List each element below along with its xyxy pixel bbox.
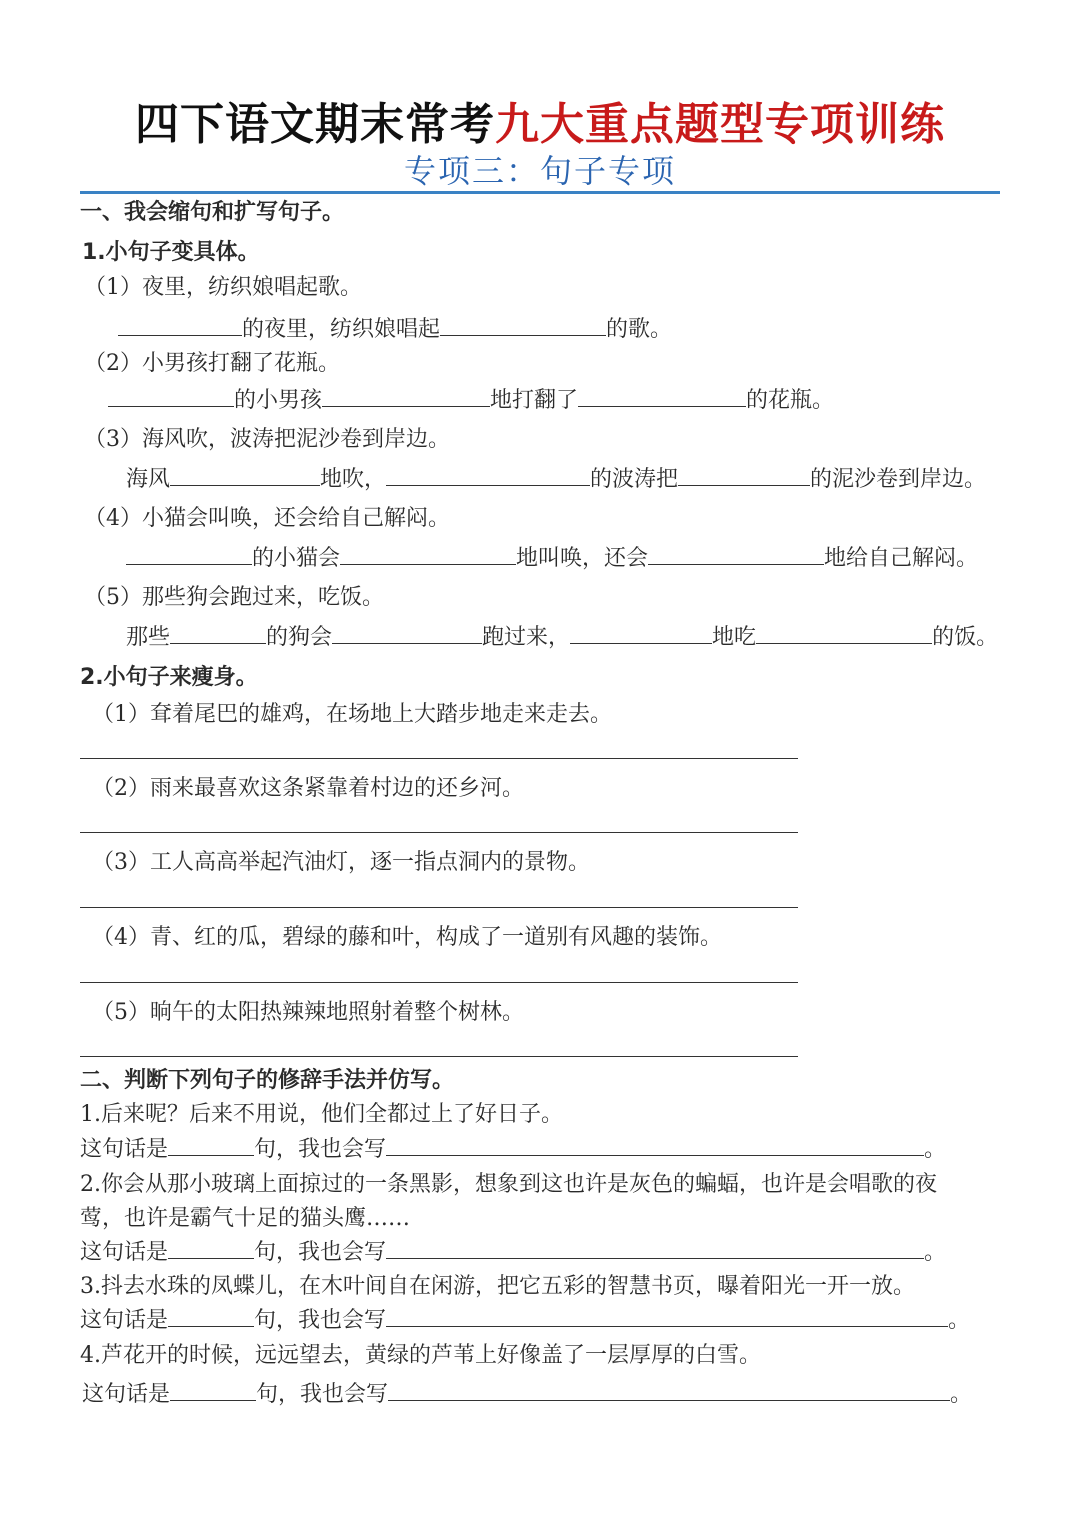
blank[interactable] (570, 623, 712, 644)
title-highlight: 九大重点题型专项训练 (495, 99, 945, 150)
sub1-heading: 1.小句子变具体。 (82, 240, 260, 265)
blank[interactable] (756, 623, 932, 644)
blank[interactable] (126, 544, 252, 565)
shorten-q5: （5）晌午的太阳热辣辣地照射着整个树林。 (92, 1000, 524, 1025)
expand-q4: （4）小猫会叫唤，还会给自己解闷。 (84, 506, 450, 531)
rhetoric-q3: 3.抖去水珠的凤蝶儿，在木叶间自在闲游，把它五彩的智慧书页，曝着阳光一开一放。 (80, 1274, 915, 1299)
blank[interactable] (168, 1306, 254, 1327)
expand-a5: 那些 的狗会 跑过来， 地吃 的饭。 (126, 625, 999, 650)
shorten-q4: （4）青、红的瓜，碧绿的藤和叶，构成了一道别有风趣的装饰。 (92, 925, 722, 950)
rhetoric-q2-line2: 莺，也许是霸气十足的猫头鹰…… (80, 1206, 411, 1231)
title-main: 四下语文期末常考 (135, 99, 495, 150)
blank[interactable] (340, 544, 516, 565)
shorten-q2: （2）雨来最喜欢这条紧靠着村边的还乡河。 (92, 776, 524, 801)
answer-line[interactable] (80, 907, 798, 908)
expand-a1: 的夜里，纺织娘唱起 的歌。 (118, 315, 672, 345)
title-divider (80, 191, 1000, 194)
expand-q3: （3）海风吹，波涛把泥沙卷到岸边。 (84, 427, 450, 452)
expand-a3: 海风 地吹， 的波涛把 的泥沙卷到岸边。 (126, 467, 987, 492)
blank[interactable] (386, 465, 590, 486)
blank[interactable] (440, 315, 606, 336)
section1-heading: 一、我会缩句和扩写句子。 (80, 200, 345, 225)
blank[interactable] (170, 465, 320, 486)
answer-line[interactable] (80, 982, 798, 983)
blank[interactable] (322, 386, 490, 407)
blank[interactable] (386, 1135, 924, 1156)
blank[interactable] (678, 465, 810, 486)
blank[interactable] (386, 1306, 948, 1327)
shorten-q3: （3）工人高高举起汽油灯，逐一指点洞内的景物。 (92, 850, 590, 875)
blank[interactable] (388, 1380, 950, 1401)
expand-q5: （5）那些狗会跑过来，吃饭。 (84, 585, 384, 610)
expand-q2: （2）小男孩打翻了花瓶。 (84, 351, 340, 376)
expand-q1: （1）夜里，纺织娘唱起歌。 (84, 275, 362, 300)
blank[interactable] (118, 315, 242, 336)
blank[interactable] (170, 1380, 256, 1401)
expand-a2: 的小男孩 地打翻了 的花瓶。 (108, 386, 834, 416)
blank[interactable] (332, 623, 482, 644)
rhetoric-a2: 这句话是 句，我也会写 。 (80, 1240, 947, 1265)
expand-a4: 的小猫会 地叫唤，还会 地给自己解闷。 (126, 544, 978, 574)
page-title (0, 88, 1080, 152)
sub2-heading: 2.小句子来瘦身。 (80, 665, 258, 690)
section2-heading: 二、判断下列句子的修辞手法并仿写。 (80, 1068, 455, 1093)
rhetoric-q4: 4.芦花开的时候，远远望去，黄绿的芦苇上好像盖了一层厚厚的白雪。 (80, 1343, 761, 1368)
rhetoric-a4: 这句话是 句，我也会写 。 (82, 1382, 973, 1407)
page-subtitle: 专项三：句子专项 (403, 152, 676, 190)
blank[interactable] (386, 1238, 924, 1259)
answer-line[interactable] (80, 758, 798, 759)
rhetoric-a3: 这句话是 句，我也会写 。 (80, 1308, 971, 1333)
rhetoric-q2-line1: 2.你会从那小玻璃上面掠过的一条黑影，想象到这也许是灰色的蝙蝠，也许是会唱歌的夜 (80, 1172, 937, 1197)
shorten-q1: （1）耷着尾巴的雄鸡，在场地上大踏步地走来走去。 (92, 702, 612, 727)
blank[interactable] (168, 1238, 254, 1259)
rhetoric-q1: 1.后来呢？后来不用说，他们全都过上了好日子。 (80, 1102, 563, 1127)
rhetoric-a1: 这句话是 句，我也会写 。 (80, 1137, 947, 1162)
blank[interactable] (170, 623, 266, 644)
blank[interactable] (578, 386, 746, 407)
blank[interactable] (108, 386, 234, 407)
blank[interactable] (648, 544, 824, 565)
answer-line[interactable] (80, 1056, 798, 1057)
blank[interactable] (168, 1135, 254, 1156)
answer-line[interactable] (80, 832, 798, 833)
